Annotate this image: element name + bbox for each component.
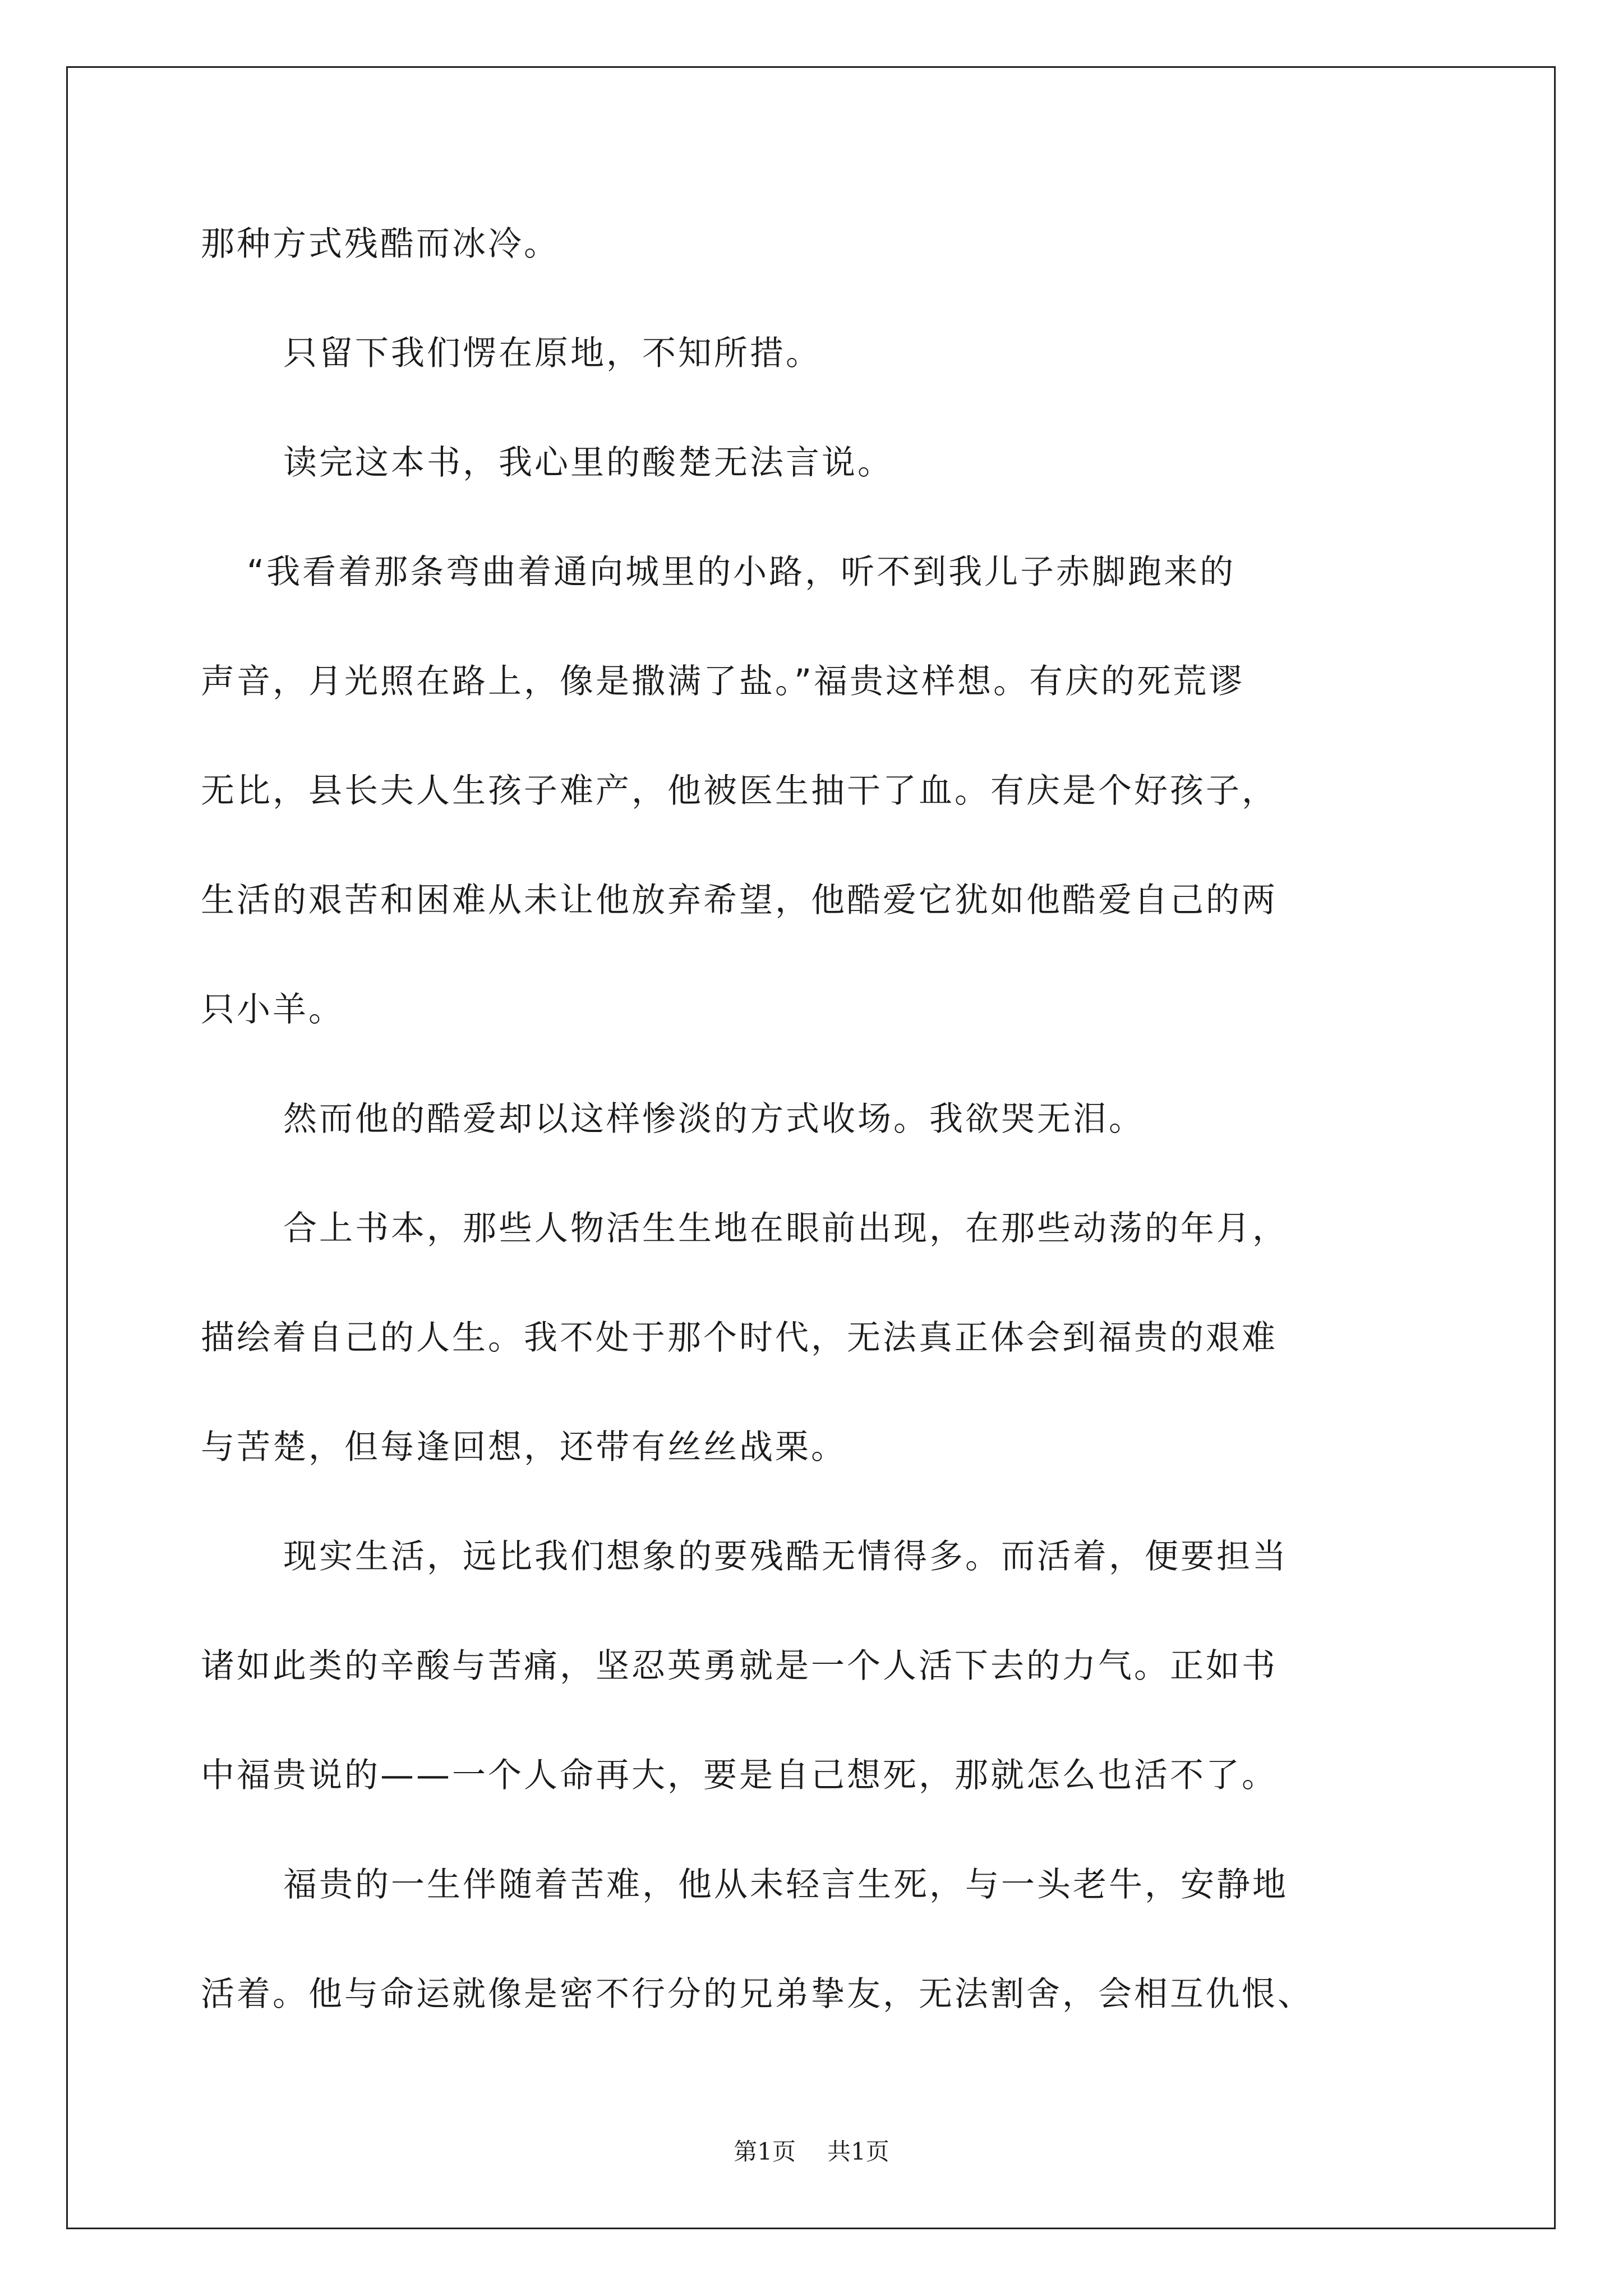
page-number-total: 共1页 xyxy=(827,2138,889,2165)
text-line: 读完这本书，我心里的酸楚无法言说。 xyxy=(283,443,893,482)
text-line: 福贵的一生伴随着苦难，他从未轻言生死，与一头老牛，安静地 xyxy=(283,1865,1288,1904)
text-line: 现实生活，远比我们想象的要残酷无情得多。而活着，便要担当 xyxy=(283,1537,1288,1576)
text-line: “我看着那条弯曲着通向城里的小路，听不到我儿子赤脚跑来的 xyxy=(247,553,1236,592)
text-line: 中福贵说的——一个人命再大，要是自己想死，那就怎么也活不了。 xyxy=(201,1756,1278,1795)
text-line: 描绘着自己的人生。我不处于那个时代，无法真正体会到福贵的艰难 xyxy=(201,1318,1278,1358)
text-line: 无比，县长夫人生孩子难产，他被医生抽干了血。有庆是个好孩子， xyxy=(201,771,1278,811)
text-line: 合上书本，那些人物活生生地在眼前出现，在那些动荡的年月， xyxy=(283,1209,1288,1248)
text-line: 活着。他与命运就像是密不行分的兄弟挚友，无法割舍，会相互仇恨、 xyxy=(201,1975,1313,2014)
page-number-current: 第1页 xyxy=(734,2138,796,2165)
page-footer xyxy=(0,2135,1623,2169)
text-line: 那种方式残酷而冰冷。 xyxy=(201,224,560,264)
text-line: 只小羊。 xyxy=(201,990,344,1029)
text-line: 生活的艰苦和困难从未让他放弃希望，他酷爱它犹如他酷爱自己的两 xyxy=(201,881,1278,920)
text-line: 只留下我们愣在原地，不知所措。 xyxy=(283,334,822,373)
text-line: 然而他的酷爱却以这样惨淡的方式收场。我欲哭无泪。 xyxy=(283,1099,1145,1139)
text-line: 与苦楚，但每逢回想，还带有丝丝战栗。 xyxy=(201,1428,847,1467)
text-line: 声音，月光照在路上，像是撒满了盐。”福贵这样想。有庆的死荒谬 xyxy=(201,662,1245,701)
text-line: 诸如此类的辛酸与苦痛，坚忍英勇就是一个人活下去的力气。正如书 xyxy=(201,1646,1278,1686)
